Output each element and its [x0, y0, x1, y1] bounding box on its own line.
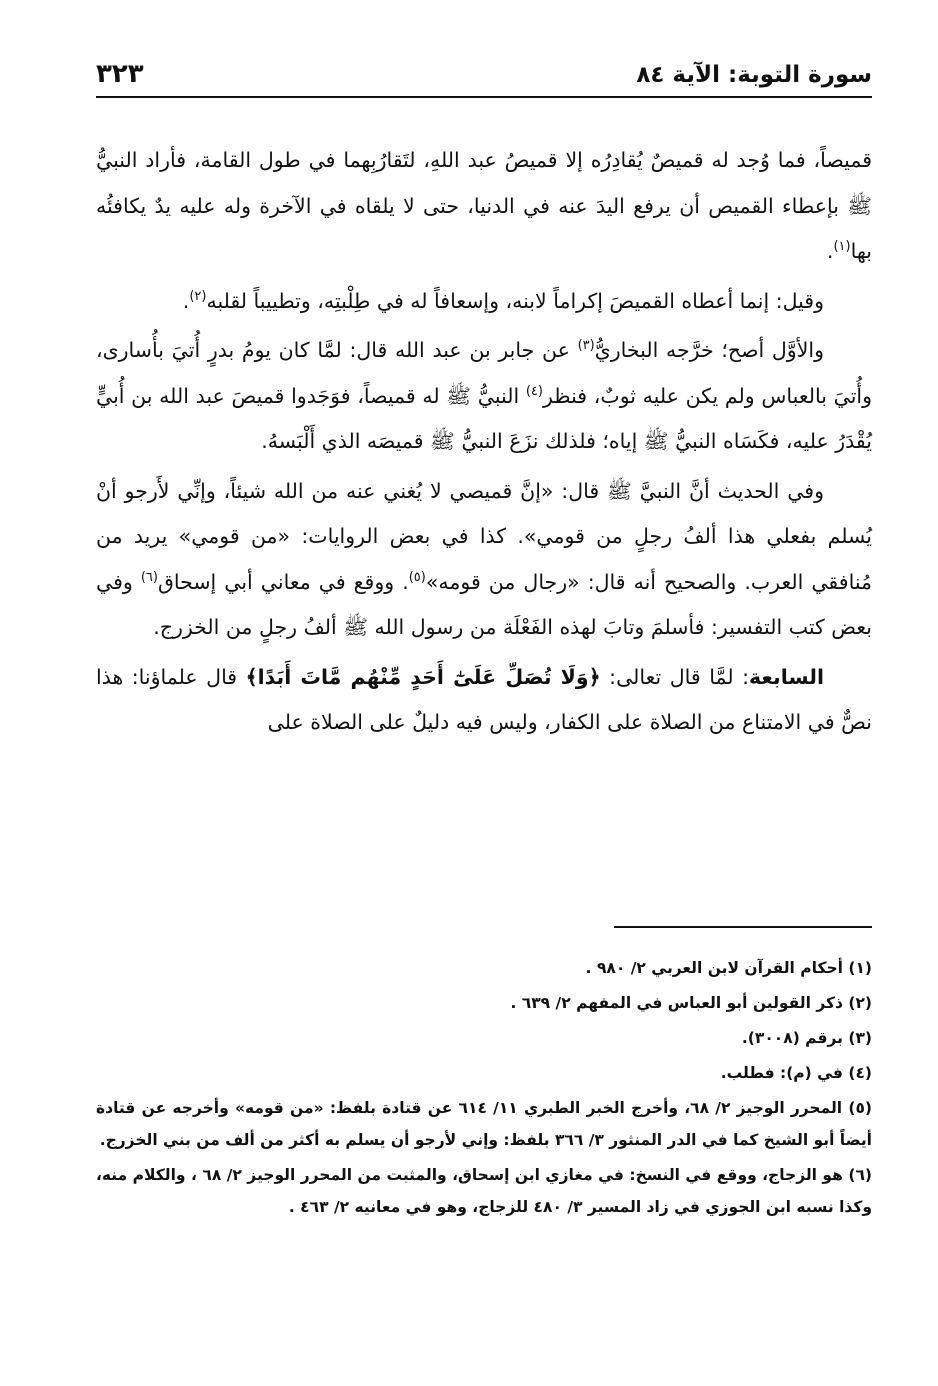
page-number: ٣٢٣ — [96, 59, 144, 89]
footnote-ref-2: (٢) — [189, 288, 207, 304]
footnote-4: (٤) في (م): فطلب. — [720, 1064, 872, 1082]
quran-verse: ﴿وَلَا تُصَلِّ عَلَىٰٓ أَحَدٍ مِّنْهُم مَّاتَ أَبَدًا﴾ — [245, 664, 601, 689]
paragraph-1: قميصاً، فما وُجد له قميصٌ يُقادِرُه إلا قميصُ عبد اللهِ، لتَقارُبِهما في طول القامة، فأراد النبيُّ ﷺ بإعطاء القميص أن يرفع اليدَ عنه في الدنيا، حتى لا يلقاه في الآخرة وله عليه يدٌ يكافئُه بها$^{(١)}$. — [96, 148, 872, 263]
footnote-3: (٣) برقم (٣٠٠٨). — [741, 1029, 872, 1047]
running-header — [96, 58, 872, 98]
footnote-separator — [614, 926, 872, 928]
footnote-6: (٦) هو الزجاج، ووقع في النسخ: في مغازي ابن إسحاق، والمثبت من المحرر الوجيز ٢/ ٦٨ ، والكلام منه، وكذا نسبه ابن الجوزي في زاد المسير ٣/ ٤٨٠ للزجاج، وهو في معانيه ٢/ ٤٦٣ . — [96, 1166, 872, 1216]
footnote-1: (١) أحكام القرآن لابن العربي ٢/ ٩٨٠ . — [585, 959, 872, 977]
paragraph-3: والأوَّل أصح؛ خرَّجه البخاريُّ$^{(٣)}$ عن جابر بن عبد الله قال: لمَّا كان يومُ بدرٍ أُتيَ بأُسارى، وأُتيَ بالعباس ولم يكن عليه ثوبٌ، فنظر$^{(٤)}$ النبيُّ ﷺ له قميصاً، فوَجَدوا قميصَ عبد الله بن أُبيٍّ يُقْدَرُ عليه، فكَسَاه النبيُّ ﷺ إياه؛ فلذلك نزَعَ النبيُّ ﷺ قميصَه الذي أَلْبَسهُ. — [96, 338, 872, 453]
footnote-ref-1: (١) — [833, 239, 851, 255]
main-text — [96, 138, 872, 746]
paragraph-4: وفي الحديث أنَّ النبيَّ ﷺ قال: «إنَّ قميصي لا يُغني عنه من الله شيئاً، وإنِّي لأَرجو أنْ يُسلم بفعلي هذا ألفُ رجلٍ من قومي». كذا في بعض الروايات: «من قومي» يريد من مُنافقي العرب. والصحيح أنه قال: «رجال من قومه»$^{(٥)}$. ووقع في معاني أبي إسحاق$^{(٦)}$ وفي بعض كتب التفسير: فأسلمَ وتابَ لهذه الفَعْلَة من رسول الله ﷺ ألفُ رجلٍ من الخزرج. — [96, 478, 872, 639]
paragraph-2: وقيل: إنما أعطاه القميصَ إكراماً لابنه، وإسعافاً له في طِلْبتِه، وتطييباً لقلبه$^{(٢)}$. — [182, 288, 824, 313]
section-label: السابعة — [749, 664, 824, 689]
footnote-ref-4: (٤) — [525, 383, 543, 399]
footnote-ref-5: (٥) — [408, 569, 426, 585]
header-title: سورة التوبة: الآية ٨٤ — [636, 62, 872, 88]
footnote-5: (٥) المحرر الوجيز ٢/ ٦٨، وأخرج الخبر الطبري ١١/ ٦١٤ عن قتادة بلفظ: «من قومه» وأخرجه عن قتادة أيضاً أبو الشيخ كما في الدر المنثور ٣/ ٣٦٦ بلفظ: وإني لأرجو أن يسلم به أكثر من ألف من بني الخزرج. — [96, 1099, 872, 1149]
footnote-ref-6: (٦) — [140, 569, 158, 585]
header-rule — [96, 96, 872, 98]
paragraph-5: السابعة: لمَّا قال تعالى: ﴿وَلَا تُصَلِّ عَلَىٰٓ أَحَدٍ مِّنْهُم مَّاتَ أَبَدًا﴾ قال علماؤنا: هذا نصٌّ في الامتناع من الصلاة على الكفار، وليس فيه دليلٌ على الصلاة على — [96, 664, 872, 734]
footnote-2: (٢) ذكر القولين أبو العباس في المفهم ٢/ ٦٣٩ . — [510, 994, 872, 1012]
footnotes — [96, 952, 872, 1223]
footnote-ref-3: (٣) — [577, 338, 595, 354]
